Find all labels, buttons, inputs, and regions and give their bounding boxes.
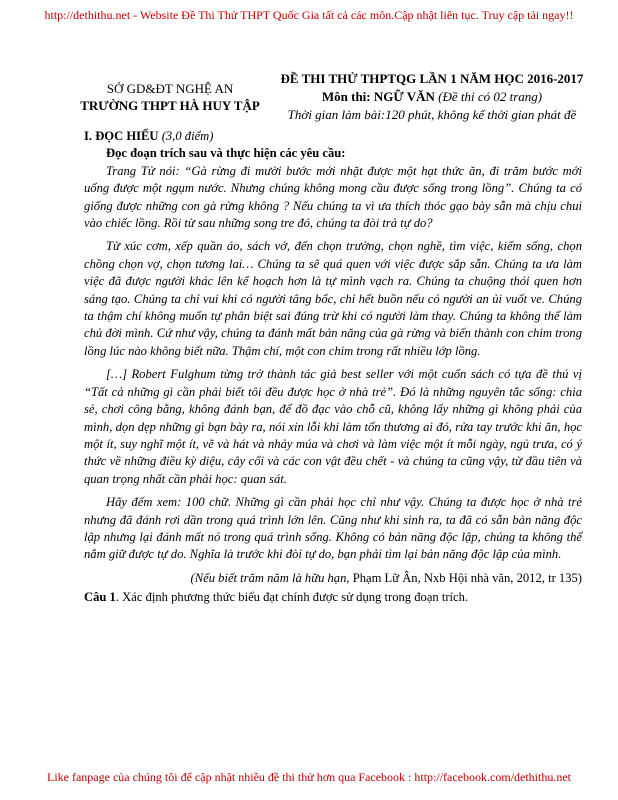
source-title: (Nếu biết trăm năm là hữu hạn, [190,570,350,585]
question-1 [84,589,582,606]
department-name: SỞ GD&ĐT NGHỆ AN [106,81,234,96]
source-publisher: Phạm Lữ Ân, Nxb Hội nhà văn, 2012, tr 135) [349,570,582,585]
section-title: I. ĐỌC HIỂU [84,129,159,143]
passage-paragraph: […] Robert Fulghum từng trở thành tác giả best seller với một cuốn sách có tựa đề thú vị “Tất cả những gì cần phải biết tôi đều được học ở nhà trẻ”. Đó là những nguyên tắc sống: chia sẻ, chơi công bằng, không đánh bạn, để đồ đạc vào chỗ cũ, không lấy những gì không phải của mình, dọn dẹp những gì bạn bày ra, nói xin lỗi khi làm tổn thương ai đó, rửa tay trước khi ăn, học một ít, suy nghĩ một ít, vẽ và hát và nhảy múa và chơi và làm việc một ít mỗi ngày, ngủ trưa, có ý thức về những điều kỳ diệu, cây cối và các con vật đều chết - và chúng ta cũng vậy, từ đầu tiên và quan trọng nhất cần phải học: quan sát. [84,367,582,486]
subject-name: NGỮ VĂN [373,89,435,104]
passage-source [84,570,582,587]
subject-line [272,88,592,106]
footer-link[interactable]: Like fanpage của chúng tôi để cập nhật nhiều đề thi thử hơn qua Facebook : http://facebook.com/dethithu.net [46,770,572,784]
time-note: Thời gian làm bài:120 phút, không kể thời gian phát đề [287,107,577,122]
exam-content [84,128,582,607]
passage-paragraph: Từ xúc cơm, xếp quần áo, sách vở, đến chọn trường, chọn nghề, tìm việc, kiếm sống, chọn chồng chọn vợ, chọn tương lai… Chúng ta sẽ quá quen với việc được sắp sẵn. Chúng ta ưa làm việc đã được người khác lên kế hoạch hơn là tự mình vạch ra. Chúng ta chuộng thói quen hơn sáng tạo. Chúng ta chỉ vui khi có người tâng bốc, chỉ hết buồn nếu có người an ủi vuốt ve. Chúng ta thậm chí không muốn tự phân biệt sai đúng trừ khi có người làm thay. Chúng ta không thể làm chủ đời mình. Cứ như vậy, chúng ta đánh mất bản năng của gà rừng và biến thành con chim trong lồng lúc nào không biết nữa. Thậm chí, một con chim trong rất nhiều lớp lồng. [84,239,582,358]
passage-paragraph: Hãy đếm xem: 100 chữ. Những gì cần phải học chỉ như vậy. Chúng ta được học ở nhà trẻ nhưng đã đánh rơi dần trong quá trình lớn lên. Cũng như khi sinh ra, ta đã có sẵn bản năng độc lập nhưng lại đánh mất nó trong quá trình sống. Không có bản năng độc lập, chúng ta không thể nắm giữ được tự do. Nghĩa là trước khi đòi tự do, bạn phải tìm lại bản năng độc lập của mình. [84,495,582,562]
section-score: (3,0 điểm) [161,129,214,143]
header-right [272,70,592,124]
top-banner-link[interactable]: http://dethithu.net - Website Đề Thi Thử THPT Quốc Gia tất cả các môn.Cập nhật liên tục. Truy cập tải ngay!! [44,8,574,22]
school-name: TRƯỜNG THPT HÀ HUY TẬP [80,98,260,113]
subject-label: Môn thi: [321,89,371,104]
instruction: Đọc đoạn trích sau và thực hiện các yêu cầu: [106,146,346,161]
subject-note: (Đề thi có 02 trang) [438,89,543,104]
section-heading [84,128,582,145]
header-left [70,80,270,114]
exam-title: ĐỀ THI THỬ THPTQG LẦN 1 NĂM HỌC 2016-2017 [280,71,584,86]
question-label: Câu 1 [84,590,116,605]
question-text: . Xác định phương thức biểu đạt chính được sử dụng trong đoạn trích. [115,590,469,605]
passage-paragraph: Trang Tử nói: “Gà rừng đi mười bước mới nhặt được một hạt thức ăn, đi trăm bước mới uống được một ngụm nước. Nhưng chúng không mong cầu được sống trong lồng”. Chúng ta có giống được những con gà rừng không ? Nếu chúng ta vì ưa thích thóc gạo bày sẵn mà chịu chui vào chiếc lồng. Rồi từ sau những song tre đó, chúng ta đòi trả tự do? [84,163,582,231]
